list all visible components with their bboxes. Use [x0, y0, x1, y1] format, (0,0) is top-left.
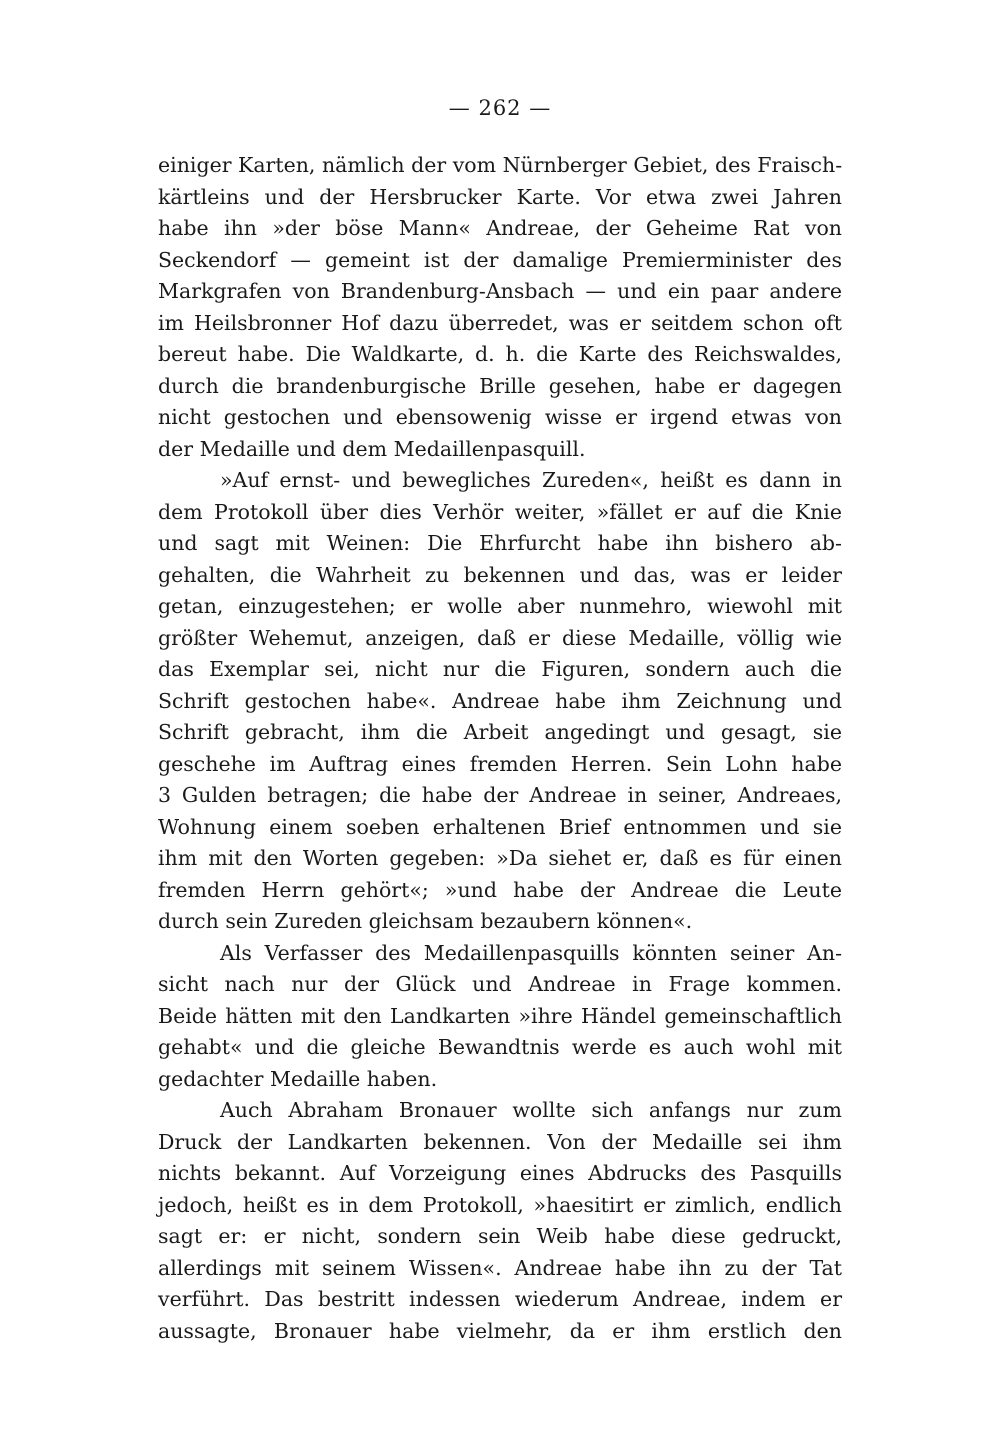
text-line: Markgrafen von Brandenburg-Ansbach — und ein paar andere — [158, 279, 842, 303]
text-line: gehalten, die Wahrheit zu bekennen und das, was er leider — [158, 562, 842, 587]
text-line: gehabt« und die gleiche Bewandtnis werde es auch wohl mit — [158, 1035, 842, 1059]
text-line: fremden Herrn gehört«; »und habe der Andreae die Leute — [158, 877, 842, 902]
paragraph — [158, 938, 842, 1096]
text-line: im Heilsbronner Hof dazu überredet, was er seitdem schon oft — [158, 310, 842, 335]
text-line: bereut habe. Die Waldkarte, d. h. die Karte des Reichswaldes, — [158, 342, 842, 366]
text-line: Schrift gebracht, ihm die Arbeit angedingt und gesagt, sie — [158, 720, 842, 744]
text-line: nicht gestochen und ebensowenig wisse er irgend etwas von — [158, 405, 842, 429]
text-line: Beide hätten mit den Landkarten »ihre Händel gemeinschaftlich — [158, 1003, 842, 1028]
text-line: dem Protokoll über dies Verhör weiter, »fället er auf die Knie — [158, 499, 842, 524]
text-line: allerdings mit seinem Wissen«. Andreae habe ihn zu der Tat — [158, 1255, 842, 1280]
paragraph — [158, 465, 842, 938]
text-line: einiger Karten, nämlich der vom Nürnberger Gebiet, des Fraisch- — [158, 153, 843, 177]
body-text — [158, 150, 842, 1347]
text-line: und sagt mit Weinen: Die Ehrfurcht habe ihn bishero ab- — [158, 531, 842, 555]
text-line: sicht nach nur der Glück und Andreae in Frage kommen. — [158, 972, 842, 996]
page-number: — 262 — — [448, 96, 552, 120]
text-line: Als Verfasser des Medaillenpasquills könnten seiner An- — [220, 940, 842, 965]
text-line: kärtleins und der Hersbrucker Karte. Vor etwa zwei Jahren — [158, 184, 842, 209]
text-line: Druck der Landkarten bekennen. Von der Medaille sei ihm — [158, 1129, 842, 1154]
text-line: Auch Abraham Bronauer wollte sich anfangs nur zum — [220, 1098, 842, 1122]
text-line: »Auf ernst- und bewegliches Zureden«, heißt es dann in — [220, 468, 842, 492]
text-line: gedachter Medaille haben. — [158, 1066, 438, 1091]
text-line: habe ihn »der böse Mann« Andreae, der Geheime Rat von — [158, 216, 842, 240]
text-line: größter Wehemut, anzeigen, daß er diese Medaille, völlig wie — [158, 625, 842, 650]
text-line: nichts bekannt. Auf Vorzeigung eines Abdrucks des Pasquills — [158, 1161, 842, 1185]
text-line: Schrift gestochen habe«. Andreae habe ihm Zeichnung und — [158, 688, 842, 713]
text-line: getan, einzugestehen; er wolle aber nunmehro, wiewohl mit — [158, 594, 842, 618]
text-line: das Exemplar sei, nicht nur die Figuren, sondern auch die — [158, 657, 842, 681]
text-line: jedoch, heißt es in dem Protokoll, »haesitirt er zimlich, endlich — [158, 1192, 842, 1217]
text-line: durch die brandenburgische Brille gesehen, habe er dagegen — [158, 373, 842, 398]
text-line: sagt er: er nicht, sondern sein Weib habe diese gedruckt, — [158, 1224, 842, 1248]
paragraph — [158, 150, 842, 465]
text-line: Wohnung einem soeben erhaltenen Brief entnommen und sie — [158, 814, 842, 839]
text-line: geschehe im Auftrag eines fremden Herren. Sein Lohn habe — [158, 751, 842, 776]
text-line: 3 Gulden betragen; die habe der Andreae in seiner, Andreaes, — [158, 783, 842, 807]
text-line: aussagte, Bronauer habe vielmehr, da er ihm erstlich den — [158, 1318, 842, 1343]
text-line: verführt. Das bestritt indessen wiederum Andreae, indem er — [158, 1287, 842, 1311]
text-line: durch sein Zureden gleichsam bezaubern können«. — [158, 909, 693, 933]
text-line: Seckendorf — gemeint ist der damalige Premierminister des — [158, 247, 842, 272]
paragraph — [158, 1095, 842, 1347]
text-line: der Medaille und dem Medaillenpasquill. — [158, 436, 586, 461]
text-line: ihm mit den Worten gegeben: »Da siehet er, daß es für einen — [158, 846, 842, 870]
